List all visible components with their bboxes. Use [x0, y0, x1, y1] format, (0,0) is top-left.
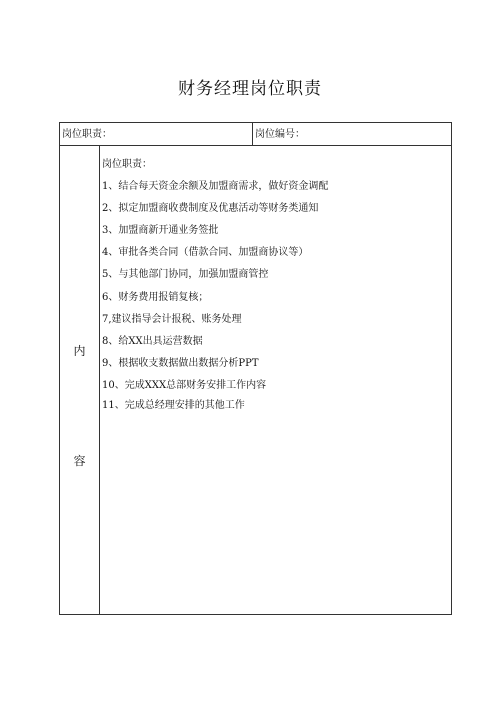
duty-item: 3、加盟商新开通业务签批	[102, 225, 219, 236]
table-header-row	[60, 123, 451, 146]
side-label-char-1: 内	[73, 344, 86, 358]
position-number-cell: 岗位编号：	[255, 129, 305, 140]
duty-item: 8、给XX出具运营数据	[102, 336, 203, 347]
position-label-cell: 岗位职责：	[60, 123, 253, 145]
content-side-label-column	[60, 145, 100, 614]
duties-heading: 岗位职责：	[102, 159, 152, 170]
duty-item: 6、财务费用报销复核；	[102, 292, 209, 303]
duty-item: 10、完成XXX总部财务安排工作内容	[102, 380, 267, 391]
duties-content-cell	[101, 145, 451, 614]
side-label-char-2: 容	[73, 454, 86, 468]
job-description-table	[59, 122, 452, 615]
duty-item: 7,建议指导会计报税、账务处理	[102, 314, 242, 325]
duty-item: 4、审批各类合同（借款合同、加盟商协议等）	[102, 247, 309, 258]
duty-item: 2、拟定加盟商收费制度及优惠活动等财务类通知	[102, 203, 319, 214]
duty-item: 5、与其他部门协同，加强加盟商管控	[102, 269, 269, 280]
duty-item: 1、结合每天资金余额及加盟商需求，做好资金调配	[102, 181, 329, 192]
document-title: 财务经理岗位职责	[178, 79, 322, 99]
duty-item: 11、完成总经理安排的其他工作	[102, 400, 245, 411]
duty-item: 9、根据收支数据做出数据分析PPT	[102, 358, 259, 369]
